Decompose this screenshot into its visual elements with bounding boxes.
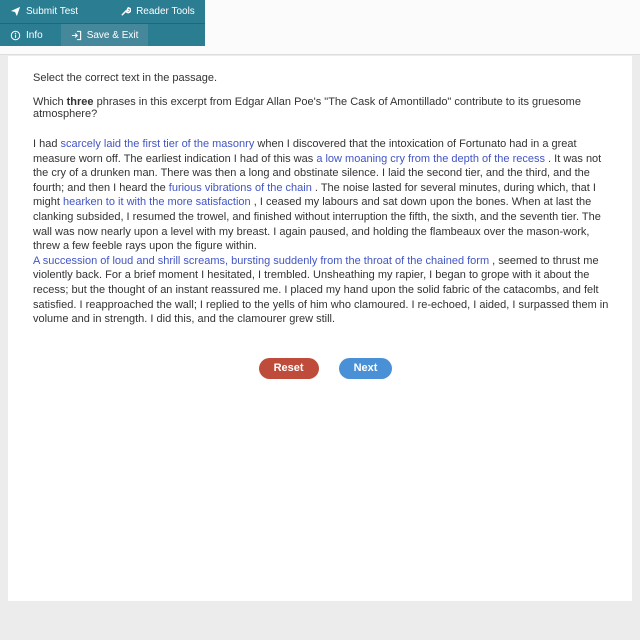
- submit-test-label: Submit Test: [26, 6, 79, 17]
- question-bold-word: three: [66, 96, 94, 108]
- button-row: [33, 358, 618, 379]
- question-text: [33, 96, 618, 120]
- selectable-phrase[interactable]: scarcely laid the first tier of the masonry: [60, 138, 255, 150]
- paper-plane-icon: [10, 6, 21, 17]
- info-button[interactable]: [0, 24, 53, 46]
- selectable-phrase[interactable]: hearken to it with the more satisfaction: [62, 196, 251, 209]
- passage-text: . It was not the cry of a drunken man. There was then a long and obstinate silence. I laid the second tier, and the third, and the fourth; and then I heard the: [33, 152, 602, 194]
- selectable-phrase[interactable]: a low moaning cry from the depth of the recess: [316, 152, 545, 165]
- info-label: Info: [26, 29, 43, 41]
- next-button[interactable]: Next: [339, 358, 393, 379]
- selectable-phrase[interactable]: A succession of loud and shrill screams, bursting suddenly from the throat of the chained form: [33, 254, 490, 267]
- reset-button[interactable]: Reset: [259, 358, 319, 379]
- question-suffix: phrases in this excerpt from Edgar Allan Poe's "The Cask of Amontillado" contribute to its gruesome atmosphere?: [33, 96, 581, 120]
- passage-text: . The noise lasted for several minutes, during which, that I might: [33, 181, 596, 209]
- content-panel: [8, 56, 632, 601]
- passage-text: when I discovered that the intoxication of Fortunato had in a great measure worn off. The earliest indication I had of this was: [33, 138, 577, 165]
- save-exit-button[interactable]: [61, 24, 149, 46]
- submit-test-button[interactable]: [0, 0, 88, 23]
- exit-arrow-icon: [71, 30, 82, 41]
- passage-paragraph: [33, 254, 618, 327]
- info-icon: [10, 30, 21, 41]
- passage-text: , seemed to thrust me violently back. For a brief moment I hesitated, I trembled. Unsheathing my rapier, I began to grope with it about the recess; but the thought of an instant reassured me. I placed my hand upon the solid fabric of the catacombs, and felt satisfied. I reapproached the wall; I replied to the yells of him who clamoured. I re-echoed, I aided, I surpassed them in volume and in strength. I did this, and the clamourer grew still.: [33, 254, 609, 326]
- save-exit-label: Save & Exit: [86, 29, 139, 41]
- passage-text: , I ceased my labours and sat down upon the bones. When at last the clanking subsided, I resumed the trowel, and finished without interruption the fifth, the sixth, and the seventh tier. The wall was now nearly upon a level with my breast. I again paused, and holding the flambeaux over the mason-work, threw a few feeble rays upon the figure within.: [33, 196, 601, 253]
- question-prefix: Which: [33, 96, 67, 108]
- passage-text: I had: [33, 138, 61, 150]
- passage-paragraph: [33, 137, 618, 254]
- passage: [33, 137, 618, 327]
- selectable-phrase[interactable]: furious vibrations of the chain: [168, 181, 312, 194]
- instructions-text: Select the correct text in the passage.: [33, 72, 218, 84]
- wrench-icon: [120, 6, 131, 17]
- toolbar-row-2: [0, 23, 205, 46]
- reader-tools-button[interactable]: [110, 0, 205, 23]
- toolbar: [0, 0, 205, 46]
- reader-tools-label: Reader Tools: [136, 6, 195, 17]
- toolbar-row-1: [0, 0, 205, 23]
